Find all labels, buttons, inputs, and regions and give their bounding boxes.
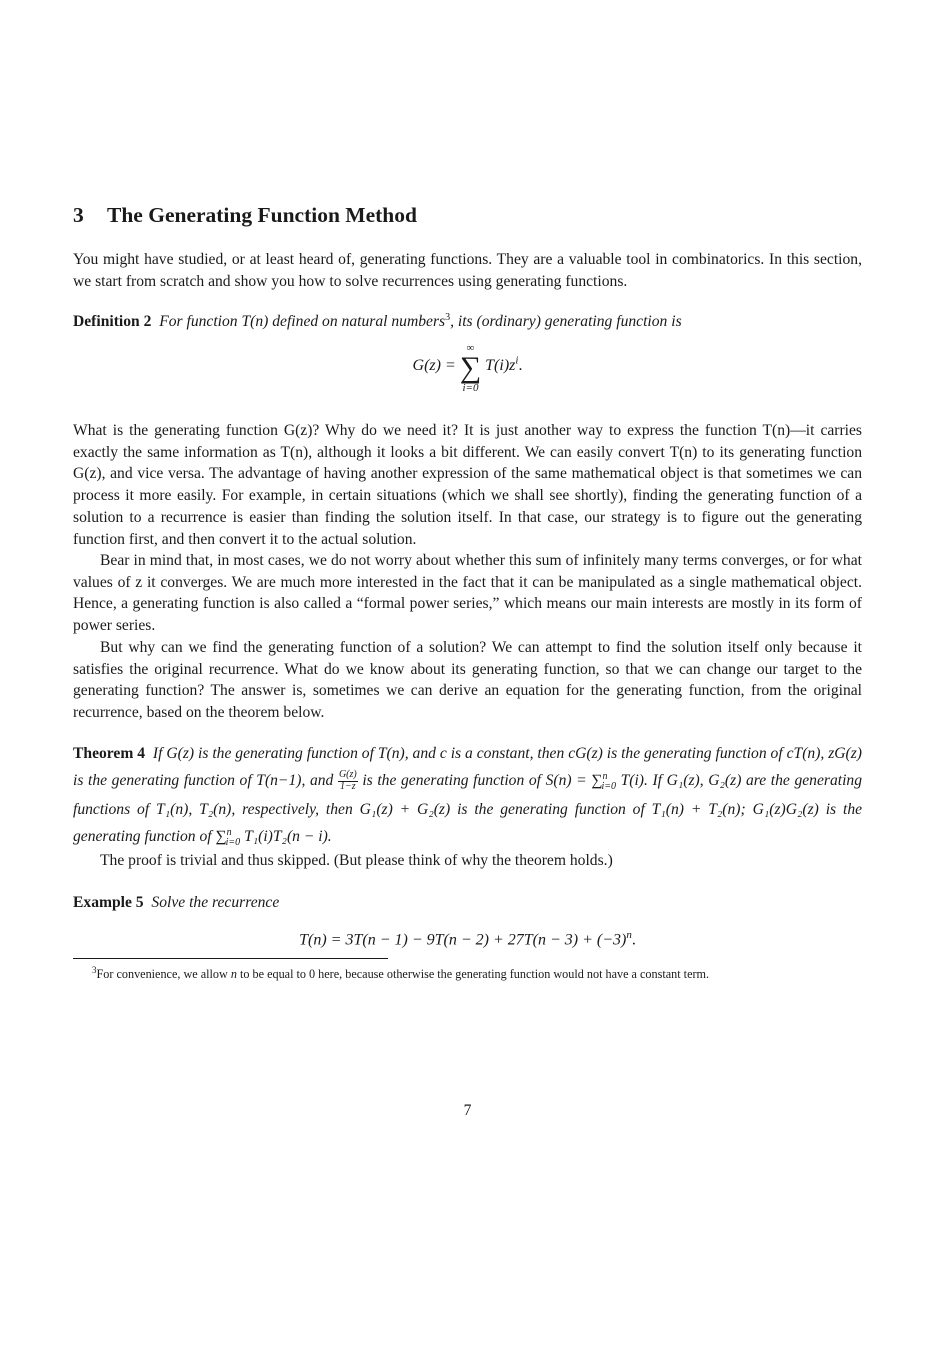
eq1-exponent: i (515, 354, 519, 367)
theorem-text: If (152, 745, 167, 762)
theorem-text: , respectively, then (231, 800, 360, 818)
example-text: Solve the recurrence (151, 894, 280, 911)
theorem-text: are the generating functions of (73, 771, 863, 818)
footnote-text-after: to be equal to 0 here, because otherwise the generating function would not have a constant term. (236, 967, 710, 982)
proof-note: The proof is trivial and thus skipped. (But please think of why the theorem holds.) (100, 852, 613, 869)
sum-inline-lower: i=0 (601, 781, 616, 793)
sum-lower-limit: i=0 (462, 381, 479, 394)
sum-inline-2: ∑ (215, 827, 227, 845)
eq1-end: . (518, 356, 523, 374)
generating-function-equation (73, 341, 862, 392)
theorem-text: is a constant, then (446, 745, 569, 762)
summation-symbol: ∞ ∑ i=0 (459, 342, 482, 394)
theorem-text: is the generating function of (357, 771, 546, 789)
theorem-math: T₁(n) + T₂(n) (651, 800, 741, 818)
theorem-fraction (338, 770, 358, 792)
footnote-rule (73, 958, 388, 959)
theorem-text: , and (404, 745, 440, 762)
theorem-text: is the generating function of (73, 771, 257, 789)
fraction-numerator: G(z) (338, 769, 357, 781)
theorem-math: c (439, 745, 447, 762)
sum-inline-2-upper: n (226, 826, 232, 838)
page-number: 7 (463, 1102, 472, 1119)
definition-math: T(n) (241, 313, 269, 330)
theorem-math: G₁(z) + G₂(z) (359, 800, 451, 818)
sum-upper-limit: ∞ (466, 342, 475, 354)
theorem-math: T₁(i)T₂(n − i). (244, 827, 332, 845)
section-title: The Generating Function Method (107, 203, 417, 227)
footnote-marker: 3 (445, 311, 451, 323)
definition-2 (73, 311, 862, 333)
sum-inline-2-lower: i=0 (225, 836, 241, 848)
section-heading (73, 203, 417, 228)
footnote-math: n (230, 967, 237, 982)
theorem-text: is the generating function of (194, 745, 378, 762)
paragraph-3: But why can we find the generating function of a solution? We can attempt to find the solution itself only because it satisfies the original recurrence. What do we know about its generating function, so that we can change our target to the generating function? The answer is, sometimes we can derive an equation for the generating function, from the original recurrence, based on the theorem below. (73, 639, 862, 722)
theorem-math: cG(z) (568, 745, 603, 762)
footnote (92, 962, 709, 982)
definition-text-before: For function (159, 313, 242, 330)
paragraph-2: Bear in mind that, in most cases, we do not worry about whether this sum of infinitely many terms converges, or for what values of z it converges. We are much more interested in the fact that it can be manipulated as a single mathematical object. Hence, a generating function is also called a “formal power series,” which means our main interests are mostly in its form of power series. (73, 552, 862, 635)
theorem-label: Theorem 4 (73, 745, 146, 762)
theorem-math: T(n) (377, 745, 405, 762)
fraction-denominator: 1−z (340, 780, 356, 792)
eq1-rhs: T(i)z (485, 356, 516, 374)
eq1-lhs: G(z) = (412, 356, 460, 374)
recurrence-end: . (631, 931, 636, 949)
theorem-math: G(z) (166, 745, 195, 762)
section-number: 3 (73, 203, 84, 227)
recurrence-exponent: n (626, 929, 632, 941)
theorem-math: T₁(n), T₂(n) (156, 800, 232, 818)
definition-text-mid: defined on natural numbers (268, 313, 446, 330)
theorem-text: , and (301, 771, 338, 789)
recurrence-body: T(n) = 3T(n − 1) − 9T(n − 2) + 27T(n − 3) + (−3) (299, 931, 627, 949)
recurrence-equation (73, 929, 862, 949)
example-5 (73, 892, 862, 914)
theorem-text: ; (740, 800, 753, 818)
footnote-number: 3 (92, 965, 97, 975)
definition-label: Definition 2 (73, 313, 152, 330)
theorem-text: is the generating function of (450, 800, 652, 818)
definition-text-after: , its (ordinary) generating function is (450, 313, 682, 330)
sum-inline-upper: n (602, 770, 608, 782)
theorem-math: G₁(z)G₂(z) (752, 800, 819, 818)
theorem-text: is the generating function of (602, 745, 787, 762)
footnote-text-before: For convenience, we allow (96, 967, 231, 982)
theorem-text: , (820, 745, 829, 762)
theorem-text: is the generating function of (73, 800, 863, 845)
theorem-math: zG(z) (828, 745, 863, 762)
paragraph-1: What is the generating function G(z)? Why do we need it? It is just another way to express the function T(n)—it carries exactly the same information as T(n), although it looks a bit different. We can easily convert T(n) to its generating function G(z), and vice versa. The advantage of having another expression of the same mathematical object is that sometimes we can process it more easily. For example, in certain situations (which we shall see shortly), finding the generating function of a solution to a recurrence is easier than finding the solution itself. In that case, our strategy is to figure out the generating function first, and then convert it to the actual solution. (73, 422, 862, 548)
intro-paragraph: You might have studied, or at least heard of, generating functions. They are a valuable tool in combinatorics. In this section, we start from scratch and show you how to solve recurrences using generating functions. (73, 251, 862, 290)
theorem-text: If (647, 771, 667, 789)
theorem-math: cT(n) (786, 745, 821, 762)
theorem-math: T(i). (620, 771, 648, 789)
theorem-math: T(n−1) (256, 771, 302, 789)
example-label: Example 5 (73, 894, 144, 911)
theorem-4 (73, 743, 862, 855)
sum-inline: ∑ (591, 771, 603, 789)
theorem-math: G₁(z), G₂(z) (666, 771, 742, 789)
theorem-math: S(n) = (545, 771, 592, 789)
